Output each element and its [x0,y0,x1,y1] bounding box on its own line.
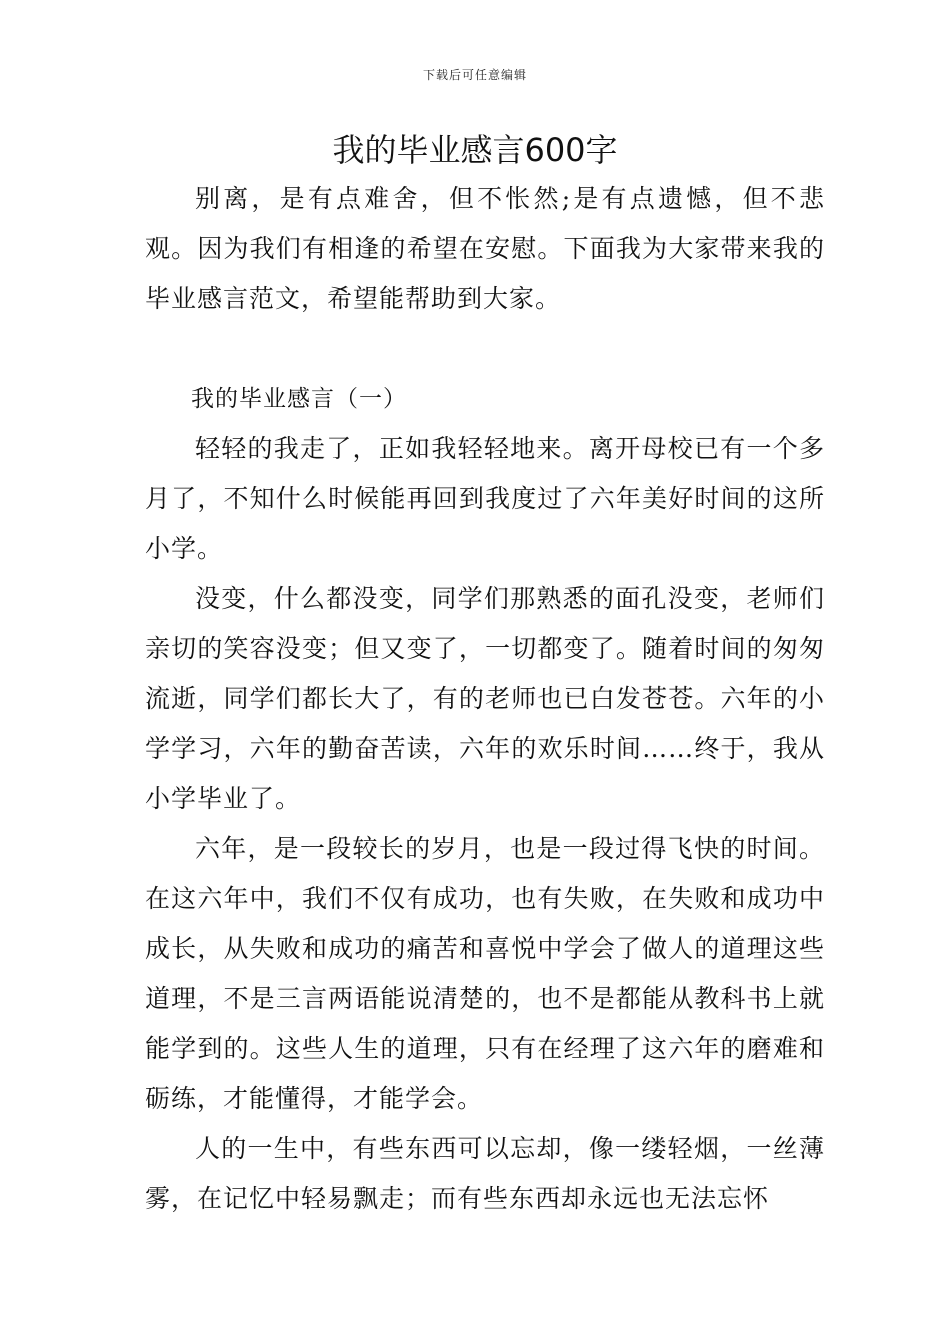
header-note: 下载后可任意编辑 [422,68,527,82]
blank-line [145,324,825,374]
body-paragraph: 六年，是一段较长的岁月，也是一段过得飞快的时间。在这六年中，我们不仅有成功，也有失败，在失败和成功中成长，从失败和成功的痛苦和喜悦中学会了做人的道理这些道理，不是三言两语能说清楚的，也不是都能从教科书上就能学到的。这些人生的道理，只有在经理了这六年的磨难和砺练，才能懂得，才能学会。 [145,834,825,1113]
document-title: 我的毕业感言600字 [332,131,618,169]
section-heading: 我的毕业感言（一） [191,386,407,412]
body-paragraph: 人的一生中，有些东西可以忘却，像一缕轻烟，一丝薄雾，在记忆中轻易飘走；而有些东西却永远也无法忘怀 [145,1134,825,1213]
body-paragraph: 没变，什么都没变，同学们那熟悉的面孔没变，老师们亲切的笑容没变；但又变了，一切都变了。随着时间的匆匆流逝，同学们都长大了，有的老师也已白发苍苍。六年的小学学习，六年的勤奋苦读，六年的欢乐时间……终于，我从小学毕业了。 [145,584,825,813]
body-paragraph: 轻轻的我走了，正如我轻轻地来。离开母校已有一个多月了，不知什么时候能再回到我度过了六年美好时间的这所小学。 [145,434,825,563]
intro-paragraph: 别离，是有点难舍，但不怅然;是有点遗憾，但不悲观。因为我们有相逢的希望在安慰。下面我为大家带来我的毕业感言范文，希望能帮助到大家。 [145,184,825,313]
document-body [145,174,825,1224]
